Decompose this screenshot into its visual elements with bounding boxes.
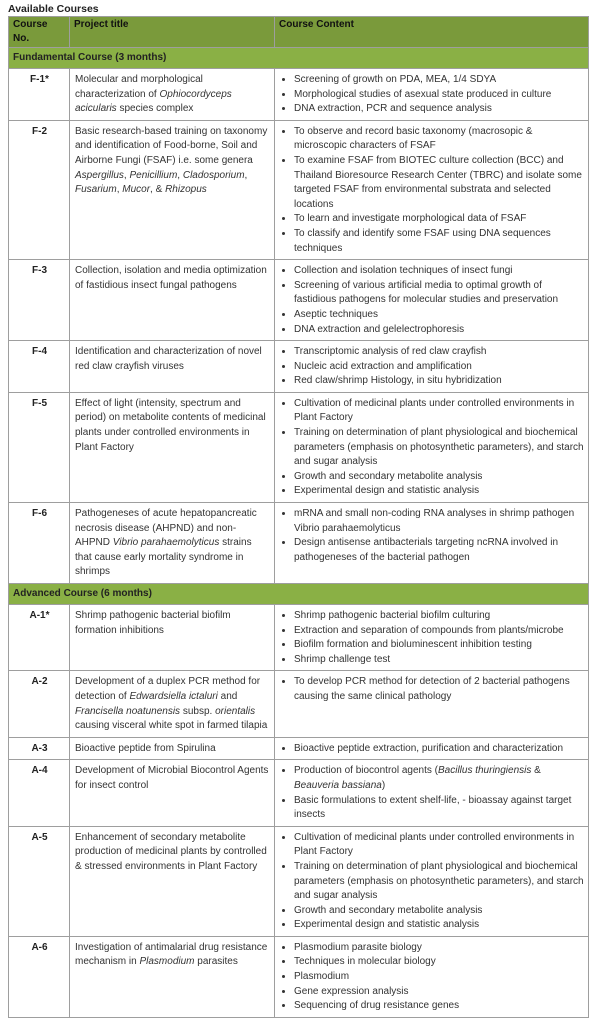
course-row xyxy=(9,341,589,393)
course-row xyxy=(9,120,589,259)
section-title: Fundamental Course (3 months) xyxy=(9,48,589,69)
text-run: Investigation of antimalarial drug resistance mechanism in xyxy=(75,941,268,968)
text-run: Basic formulations to extent shelf-life, - bioassay against target insects xyxy=(294,794,572,821)
course-code xyxy=(9,392,70,502)
project-title xyxy=(70,69,275,121)
text-run: Development of Microbial Biocontrol Agents for insect control xyxy=(75,765,269,791)
text-run: Training on determination of plant physiological and biochemical parameters (emphasis on photosynthetic parameters), and starch and sugar analysis xyxy=(294,427,584,468)
course-content-list xyxy=(280,742,584,757)
text-run: Bioactive peptide extraction, purification and characterization xyxy=(294,742,564,754)
text-run: Training on determination of plant physiological and biochemical parameters (emphasis on photosynthetic parameters), and starch and sugar analysis xyxy=(294,860,584,902)
text-run: Cultivation of medicinal plants under controlled environments in Plant Factory xyxy=(294,397,575,424)
italic-text-run: orientalis xyxy=(215,705,256,717)
course-content xyxy=(275,605,589,671)
course-content-item xyxy=(294,609,584,624)
course-content-item xyxy=(294,227,584,256)
text-run: Morphological studies of asexual state produced in culture xyxy=(294,88,552,100)
course-content-item xyxy=(294,904,584,919)
text-run: Transcriptomic analysis of red claw crayfish xyxy=(294,346,487,358)
italic-text-run: Ophiocordyceps acicularis xyxy=(75,88,232,115)
section-row xyxy=(9,48,589,69)
course-content xyxy=(275,826,589,936)
course-code-text: F-4 xyxy=(32,346,47,358)
course-content-item xyxy=(294,102,584,117)
course-content-item xyxy=(294,860,584,904)
text-run: To classify and identify some FSAF using DNA sequences techniques xyxy=(294,227,551,254)
text-run: Enhancement of secondary metabolite production of medicinal plants by controlled & stressed environments in Plant Factory xyxy=(75,831,267,872)
italic-text-run: Fusarium xyxy=(75,184,117,196)
course-content-list xyxy=(280,675,584,704)
course-content-item xyxy=(294,999,584,1014)
course-content-item xyxy=(294,941,584,956)
courses-table xyxy=(8,16,589,1018)
page-heading: Available Courses xyxy=(8,3,99,15)
course-content-item xyxy=(294,308,584,323)
course-row xyxy=(9,392,589,502)
text-run: Identification and characterization of novel red claw crayfish viruses xyxy=(75,346,262,372)
course-row xyxy=(9,503,589,584)
text-run: mRNA and small non-coding RNA analyses in shrimp pathogen Vibrio parahaemolyticus xyxy=(294,508,575,534)
text-run: Plasmodium parasite biology xyxy=(294,941,422,953)
course-code xyxy=(9,503,70,584)
text-run: subsp. xyxy=(180,705,216,717)
header-course-no: Course No. xyxy=(9,17,70,48)
italic-text-run: Penicillium xyxy=(129,169,178,181)
text-run: , xyxy=(244,169,248,181)
course-content-item xyxy=(294,507,584,536)
text-run: Experimental design and statistic analysis xyxy=(294,919,480,931)
section-title: Advanced Course (6 months) xyxy=(9,584,589,605)
project-title xyxy=(70,260,275,341)
italic-text-run: Edwardsiella ictaluri xyxy=(129,690,218,702)
course-content-item xyxy=(294,653,584,668)
course-content-item xyxy=(294,675,584,704)
course-content-item xyxy=(294,638,584,653)
course-code xyxy=(9,737,70,760)
text-run: Techniques in molecular biology xyxy=(294,956,436,968)
course-code xyxy=(9,826,70,936)
text-run: Collection, isolation and media optimization of fastidious insect fungal pathogens xyxy=(75,265,267,291)
course-content-item xyxy=(294,374,584,389)
course-content-list xyxy=(280,609,584,667)
course-content-item xyxy=(294,624,584,639)
course-content-item xyxy=(294,154,584,212)
course-code xyxy=(9,760,70,826)
italic-text-run: Mucor xyxy=(122,184,151,196)
course-code-text: A-3 xyxy=(31,742,48,754)
text-run: Growth and secondary metabolite analysis xyxy=(294,904,483,916)
header-project-title: Project title xyxy=(70,17,275,48)
course-content-list xyxy=(280,764,584,822)
course-row xyxy=(9,605,589,671)
text-run: strains that cause early mortality syndrome in shrimps xyxy=(75,537,252,578)
italic-text-run: Vibrio parahaemolyticus xyxy=(112,537,220,549)
course-content-item xyxy=(294,279,584,308)
text-run: Development of a duplex PCR method for detection of xyxy=(75,676,261,702)
text-run: Production of biocontrol agents ( xyxy=(294,765,438,777)
course-content-list xyxy=(280,73,584,117)
project-title xyxy=(70,936,275,1017)
course-content-item xyxy=(294,484,584,499)
course-content-item xyxy=(294,73,584,88)
text-run: Nucleic acid extraction and amplification xyxy=(294,360,472,372)
course-content xyxy=(275,737,589,760)
course-content xyxy=(275,392,589,502)
course-code-text: F-1* xyxy=(30,74,49,85)
course-content-item xyxy=(294,88,584,103)
table-header-row xyxy=(9,17,589,48)
italic-text-run: Cladosporium xyxy=(182,169,245,181)
text-run: , & xyxy=(150,184,166,196)
course-code-text: F-6 xyxy=(32,508,47,520)
italic-text-run: Beauveria bassiana xyxy=(294,779,382,791)
course-code xyxy=(9,671,70,737)
text-run: and xyxy=(217,690,238,702)
italic-text-run: Plasmodium xyxy=(139,956,195,968)
course-row xyxy=(9,826,589,936)
text-run: parasites xyxy=(194,956,238,968)
project-title xyxy=(70,503,275,584)
project-title xyxy=(70,341,275,393)
text-run: Sequencing of drug resistance genes xyxy=(294,1000,460,1012)
course-content xyxy=(275,69,589,121)
course-code xyxy=(9,605,70,671)
project-title xyxy=(70,737,275,760)
text-run: DNA extraction and gelelectrophoresis xyxy=(294,323,465,335)
course-content xyxy=(275,120,589,259)
text-run: Experimental design and statistic analysis xyxy=(294,485,480,497)
course-code xyxy=(9,69,70,121)
course-content-item xyxy=(294,764,584,793)
course-content-item xyxy=(294,264,584,279)
project-title xyxy=(70,826,275,936)
text-run: & xyxy=(531,765,541,777)
course-row xyxy=(9,737,589,760)
text-run: Extraction and separation of compounds from plants/microbe xyxy=(294,624,564,636)
course-content xyxy=(275,260,589,341)
text-run: Shrimp pathogenic bacterial biofilm formation inhibitions xyxy=(75,610,231,636)
course-content-item xyxy=(294,536,584,565)
course-code-text: A-5 xyxy=(31,831,48,843)
course-content-item xyxy=(294,742,584,757)
course-content-list xyxy=(280,941,584,1014)
text-run: Gene expression analysis xyxy=(294,985,409,997)
course-code-text: A-1* xyxy=(29,610,50,621)
text-run: , xyxy=(116,184,123,196)
course-content-item xyxy=(294,970,584,985)
text-run: ) xyxy=(381,779,386,791)
course-code xyxy=(9,260,70,341)
course-content xyxy=(275,503,589,584)
course-content-list xyxy=(280,125,584,256)
text-run: Shrimp pathogenic bacterial biofilm culturing xyxy=(294,610,491,621)
course-content-item xyxy=(294,345,584,360)
text-run: Effect of light (intensity, spectrum and period) on metabolite contents of medicinal plants under controlled environments in Plant Factory xyxy=(75,397,266,453)
text-run: Basic research-based training on taxonomy and identification of Food-borne, Soil and Airborne Fungi (FSAF) i.e. some genera xyxy=(75,125,268,166)
text-run: , xyxy=(177,169,183,181)
project-title xyxy=(70,760,275,826)
text-run: Design antisense antibacterials targeting ncRNA involved in pathogeneses of the bacterial pathogen xyxy=(294,537,559,563)
course-content-item xyxy=(294,831,584,860)
text-run: Cultivation of medicinal plants under controlled environments in Plant Factory xyxy=(294,831,575,858)
project-title xyxy=(70,120,275,259)
text-run: Screening of growth on PDA, MEA, 1/4 SDYA xyxy=(294,74,497,85)
project-title xyxy=(70,605,275,671)
text-run: , xyxy=(123,169,130,181)
table-body xyxy=(9,48,589,1018)
text-run: To develop PCR method for detection of 2 bacterial pathogens causing the same clinical pathology xyxy=(294,676,570,702)
italic-text-run: Bacillus thuringiensis xyxy=(437,765,532,777)
course-row xyxy=(9,936,589,1017)
course-code-text: A-6 xyxy=(31,941,48,953)
course-code-text: A-4 xyxy=(31,765,48,777)
course-content-item xyxy=(294,985,584,1000)
course-content xyxy=(275,936,589,1017)
text-run: To observe and record basic taxonomy (macrosopic & microscopic characters of FSAF xyxy=(294,125,533,152)
course-code xyxy=(9,120,70,259)
course-row xyxy=(9,260,589,341)
section-row xyxy=(9,584,589,605)
course-content-list xyxy=(280,345,584,389)
course-content-item xyxy=(294,323,584,338)
header-course-content: Course Content xyxy=(275,17,589,48)
text-run: Bioactive peptide from Spirulina xyxy=(75,742,216,754)
course-content-item xyxy=(294,125,584,154)
course-content-item xyxy=(294,212,584,227)
course-content xyxy=(275,760,589,826)
italic-text-run: Francisella noatunensis xyxy=(75,705,181,717)
text-run: Biofilm formation and bioluminescent inhibition testing xyxy=(294,639,532,651)
text-run: Aseptic techniques xyxy=(294,308,378,320)
text-run: Shrimp challenge test xyxy=(294,653,391,665)
course-content-list xyxy=(280,507,584,565)
course-code xyxy=(9,341,70,393)
course-content-item xyxy=(294,426,584,470)
text-run: species complex xyxy=(116,103,194,115)
text-run: Pathogeneses of acute hepatopancreatic necrosis disease (AHPND) and non-AHPND xyxy=(75,508,257,549)
course-content-item xyxy=(294,918,584,933)
course-content-item xyxy=(294,794,584,823)
course-content-item xyxy=(294,360,584,375)
text-run: Molecular and morphological characterization of xyxy=(75,74,203,100)
course-content-item xyxy=(294,955,584,970)
course-content xyxy=(275,341,589,393)
italic-text-run: Rhizopus xyxy=(165,184,207,196)
course-code xyxy=(9,936,70,1017)
course-content-list xyxy=(280,831,584,933)
project-title xyxy=(70,671,275,737)
text-run: Red claw/shrimp Histology, in situ hybridization xyxy=(294,375,502,387)
text-run: Collection and isolation techniques of insect fungi xyxy=(294,265,513,277)
course-content-list xyxy=(280,397,584,499)
text-run: DNA extraction, PCR and sequence analysis xyxy=(294,103,492,115)
text-run: Growth and secondary metabolite analysis xyxy=(294,470,483,482)
course-content xyxy=(275,671,589,737)
project-title xyxy=(70,392,275,502)
course-row xyxy=(9,760,589,826)
course-row xyxy=(9,69,589,121)
text-run: Screening of various artificial media to optimal growth of fastidious pathogens for molecular studies and preservation xyxy=(294,279,559,306)
course-row xyxy=(9,671,589,737)
text-run: causing visceral white spot in farmed tilapia xyxy=(75,720,268,732)
text-run: To learn and investigate morphological data of FSAF xyxy=(294,213,527,225)
text-run: Plasmodium xyxy=(294,971,350,983)
course-content-item xyxy=(294,470,584,485)
course-content-list xyxy=(280,264,584,337)
text-run: To examine FSAF from BIOTEC culture collection (BCC) and Thailand Bioresource Research Center (TBRC) and isolate some targeted FSAF from environmental substrata and selected locations xyxy=(294,154,582,210)
italic-text-run: Aspergillus xyxy=(75,169,124,181)
course-code-text: F-5 xyxy=(32,397,47,409)
course-content-item xyxy=(294,397,584,426)
course-code-text: F-3 xyxy=(32,265,47,277)
course-code-text: F-2 xyxy=(32,125,47,137)
course-code-text: A-2 xyxy=(31,676,48,688)
